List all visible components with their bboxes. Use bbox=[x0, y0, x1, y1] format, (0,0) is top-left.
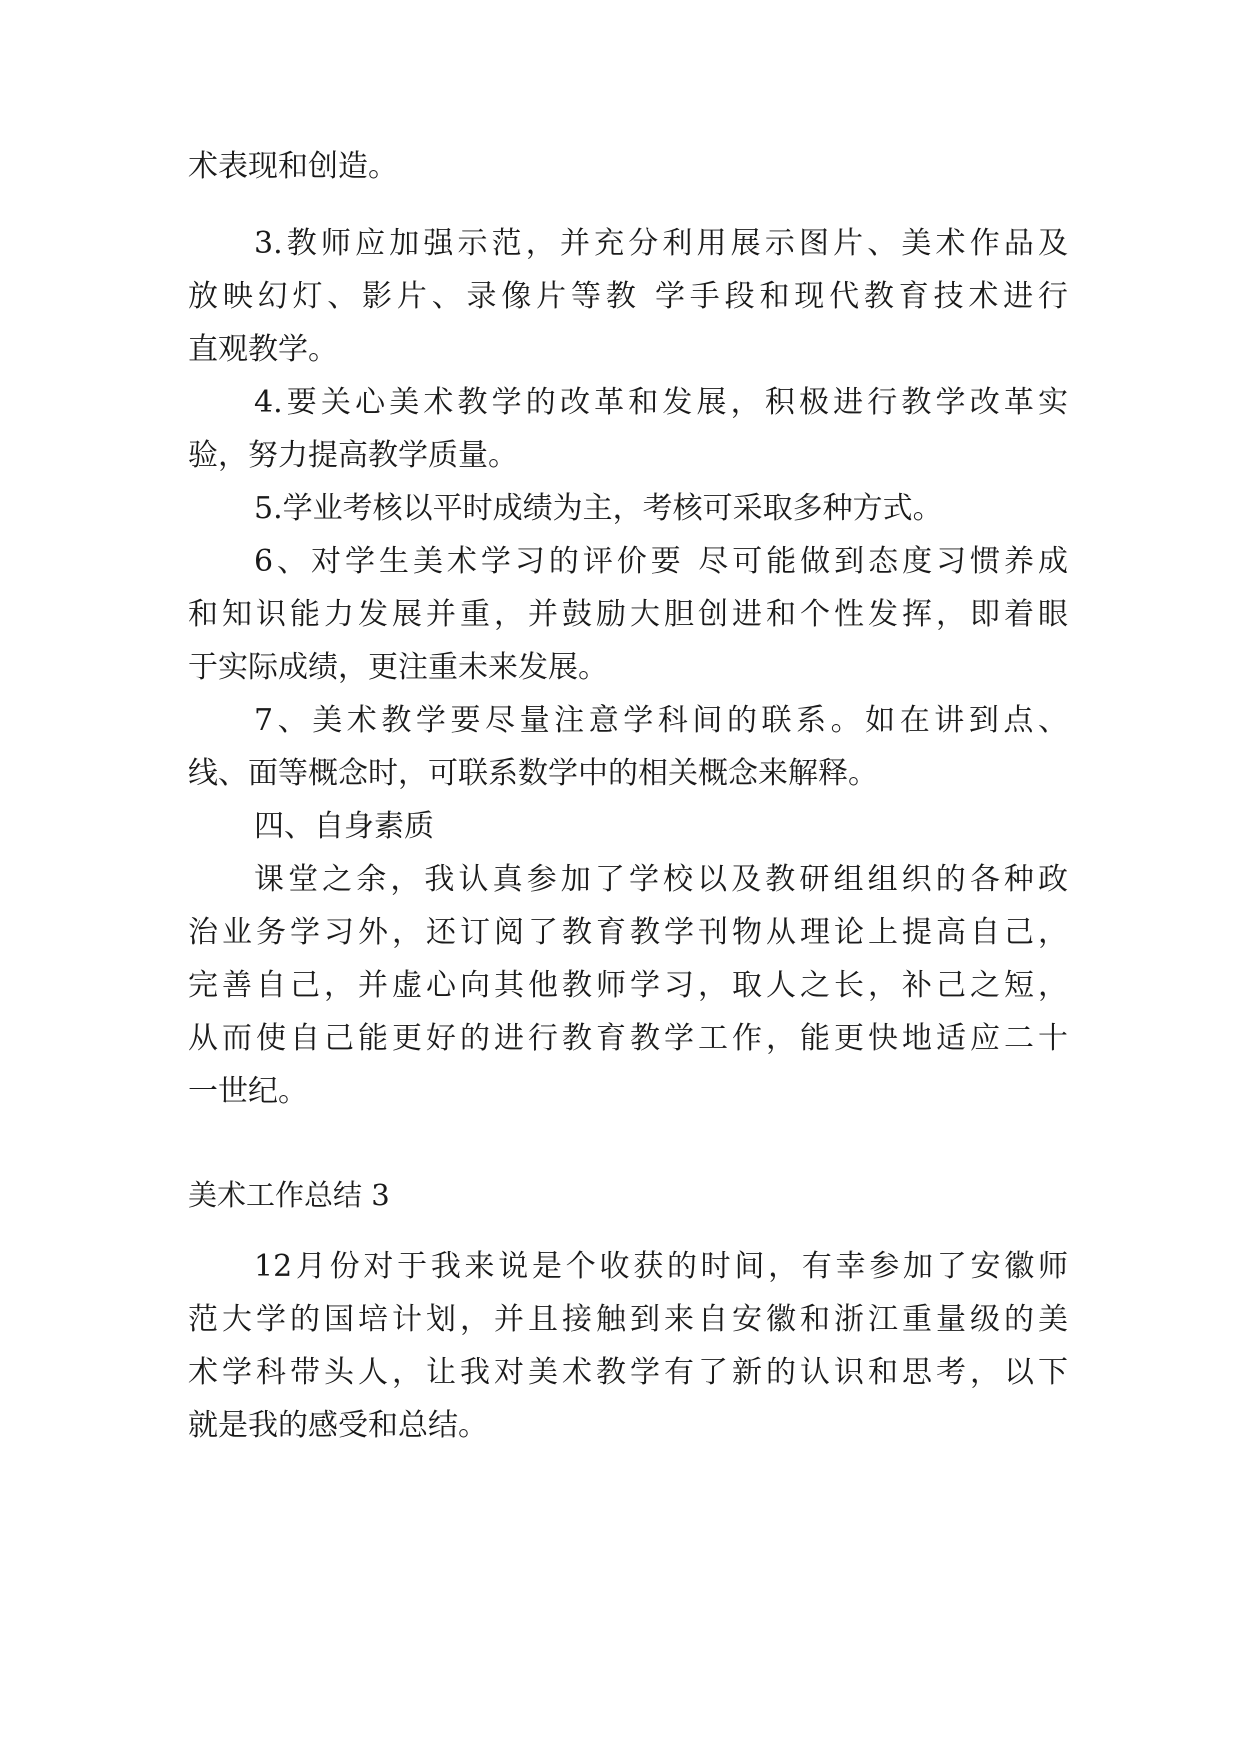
list-item-6-line: 6、对学生美术学习的评价要 尽可能做到态度习惯养成 bbox=[254, 544, 1068, 579]
paragraph-line: 从而使自己能更好的进行教育教学工作，能更快地适应二十 bbox=[188, 1021, 1068, 1056]
section-heading: 四、自身素质 bbox=[254, 809, 434, 844]
list-item-3-line: 放映幻灯、影片、录像片等教 学手段和现代教育技术进行 bbox=[188, 279, 1068, 314]
paragraph-line: 一世纪。 bbox=[188, 1074, 308, 1109]
list-item-5-line: 5.学业考核以平时成绩为主，考核可采取多种方式。 bbox=[254, 491, 943, 526]
paragraph-line: 完善自己，并虚心向其他教师学习，取人之长，补己之短， bbox=[188, 968, 1068, 1003]
paragraph-line: 课堂之余，我认真参加了学校以及教研组组织的各种政 bbox=[254, 862, 1068, 897]
paragraph-line: 就是我的感受和总结。 bbox=[188, 1408, 488, 1443]
list-item-7-line: 7、美术教学要尽量注意学科间的联系。如在讲到点、 bbox=[254, 703, 1068, 738]
paragraph-line: 治业务学习外，还订阅了教育教学刊物从理论上提高自己， bbox=[188, 915, 1068, 950]
list-item-4-line: 验，努力提高教学质量。 bbox=[188, 438, 518, 473]
paragraph-line: 范大学的国培计划，并且接触到来自安徽和浙江重量级的美 bbox=[188, 1302, 1068, 1337]
paragraph-line: 术表现和创造。 bbox=[188, 149, 398, 184]
paragraph-line: 12月份对于我来说是个收获的时间，有幸参加了安徽师 bbox=[254, 1249, 1068, 1284]
paragraph-line: 术学科带头人，让我对美术教学有了新的认识和思考，以下 bbox=[188, 1355, 1068, 1390]
list-item-4-line: 4.要关心美术教学的改革和发展，积极进行教学改革实 bbox=[254, 385, 1068, 420]
list-item-6-line: 和知识能力发展并重，并鼓励大胆创进和个性发挥，即着眼 bbox=[188, 597, 1068, 632]
article-title: 美术工作总结 3 bbox=[188, 1178, 390, 1212]
list-item-7-line: 线、面等概念时，可联系数学中的相关概念来解释。 bbox=[188, 756, 878, 791]
list-item-3-line: 3.教师应加强示范，并充分利用展示图片、美术作品及 bbox=[254, 226, 1068, 261]
list-item-3-line: 直观教学。 bbox=[188, 332, 338, 367]
list-item-6-line: 于实际成绩，更注重未来发展。 bbox=[188, 650, 608, 685]
